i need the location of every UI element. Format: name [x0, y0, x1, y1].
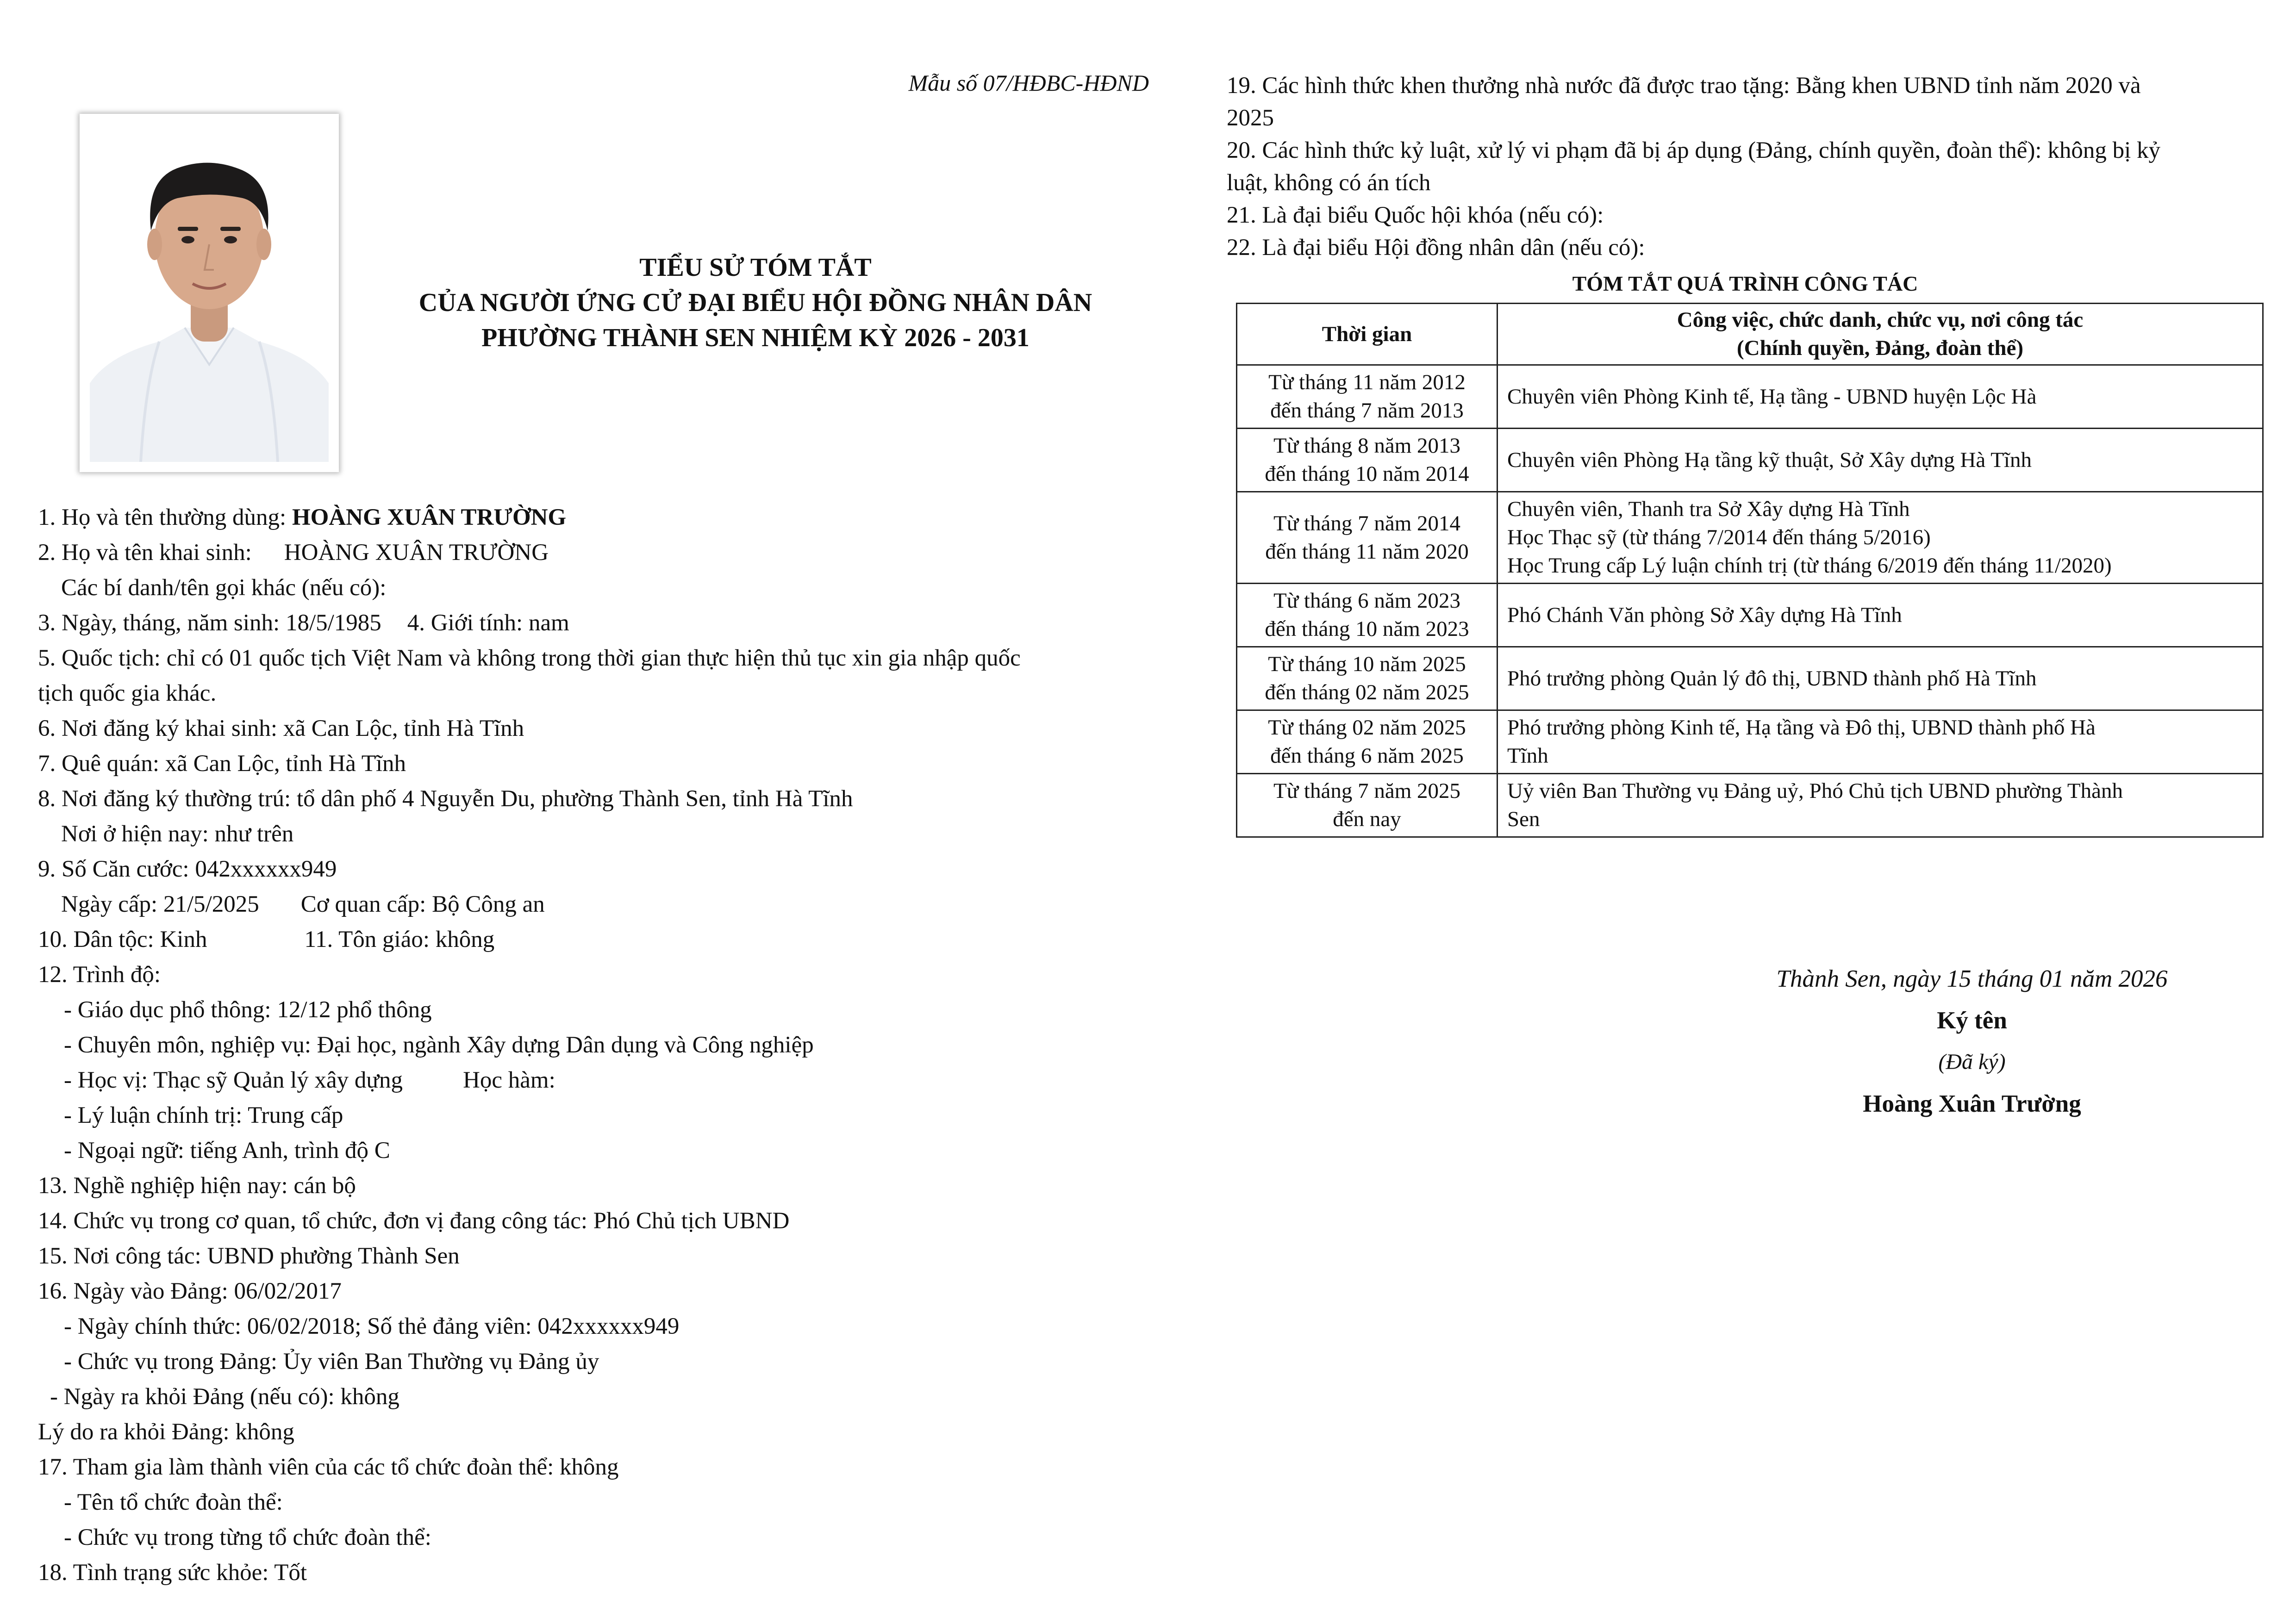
time-cell: Từ tháng 7 năm 2014 đến tháng 11 năm 2020 [1237, 492, 1497, 584]
time-cell: Từ tháng 02 năm 2025 đến tháng 6 năm 2025 [1237, 710, 1497, 774]
info-line-1: 1. Họ và tên thường dùng: HOÀNG XUÂN TRƯỜNG [38, 504, 567, 530]
info-line-20b: luật, không có án tích [1227, 170, 1431, 196]
job-cell: Chuyên viên, Thanh tra Sở Xây dựng Hà Tĩnh Học Thạc sỹ (từ tháng 7/2014 đến tháng 5/2016) Học Trung cấp Lý luận chính trị (từ tháng 6/2019 đến tháng 11/2020) [1497, 492, 2263, 584]
table-row [1237, 429, 2263, 492]
info-line-13: 13. Nghề nghiệp hiện nay: cán bộ [38, 1173, 356, 1199]
info-line-5a: 5. Quốc tịch: chỉ có 01 quốc tịch Việt Nam và không trong thời gian thực hiện thủ tục xin gia nhập quốc [38, 645, 1021, 671]
info-line-16c: - Ngày ra khỏi Đảng (nếu có): không [50, 1384, 399, 1410]
info-line-16d: Lý do ra khỏi Đảng: không [38, 1419, 294, 1445]
info-line-17: 17. Tham gia làm thành viên của các tổ chức đoàn thể: không [38, 1454, 619, 1480]
info-line-6: 6. Nơi đăng ký khai sinh: xã Can Lộc, tỉnh Hà Tĩnh [38, 716, 524, 741]
info-line-17a: - Tên tổ chức đoàn thể: [64, 1489, 283, 1515]
info-line-8b: Nơi ở hiện nay: như trên [61, 821, 294, 847]
info-line-19b: 2025 [1227, 105, 1274, 131]
table-row [1237, 584, 2263, 647]
info-line-9b: Ngày cấp: 21/5/2025 Cơ quan cấp: Bộ Công an [61, 891, 545, 917]
right-info-list [1227, 69, 2264, 264]
info-line-2: 2. Họ và tên khai sinh: HOÀNG XUÂN TRƯỜNG [38, 540, 549, 566]
job-cell: Chuyên viên Phòng Hạ tầng kỹ thuật, Sở Xây dựng Hà Tĩnh [1497, 429, 2263, 492]
signer-name: Hoàng Xuân Trường [1863, 1090, 2081, 1117]
info-line-22: 22. Là đại biểu Hội đồng nhân dân (nếu có): [1227, 235, 1645, 261]
signature-date: Thành Sen, ngày 15 tháng 01 năm 2026 [1776, 965, 2168, 992]
career-table-header [1237, 304, 2263, 365]
right-column [1227, 69, 2264, 1117]
info-line-19a: 19. Các hình thức khen thưởng nhà nước đã được trao tặng: Bằng khen UBND tỉnh năm 2020 và [1227, 73, 2141, 99]
portrait-picture [90, 124, 329, 462]
info-line-14: 14. Chức vụ trong cơ quan, tổ chức, đơn vị đang công tác: Phó Chủ tịch UBND [38, 1208, 790, 1234]
time-cell: Từ tháng 10 năm 2025 đến tháng 02 năm 2025 [1237, 647, 1497, 710]
table-row [1237, 647, 2263, 710]
portrait-photo [80, 114, 339, 472]
info-line-15: 15. Nơi công tác: UBND phường Thành Sen [38, 1243, 460, 1269]
time-cell: Từ tháng 11 năm 2012 đến tháng 7 năm 2013 [1237, 365, 1497, 429]
table-row [1237, 492, 2263, 584]
info-line-12d: - Lý luận chính trị: Trung cấp [64, 1102, 343, 1128]
table-row [1237, 365, 2263, 429]
time-cell: Từ tháng 6 năm 2023 đến tháng 10 năm 2023 [1237, 584, 1497, 647]
info-line-12a: - Giáo dục phổ thông: 12/12 phổ thông [64, 997, 432, 1023]
info-line-aliases: Các bí danh/tên gọi khác (nếu có): [61, 575, 387, 601]
form-code: Mẫu số 07/HĐBC-HĐND [908, 70, 1149, 96]
info-line-12c: - Học vị: Thạc sỹ Quản lý xây dựng Học hàm: [64, 1067, 555, 1093]
header-time: Thời gian [1237, 304, 1497, 365]
info-line-16b: - Chức vụ trong Đảng: Ủy viên Ban Thường vụ Đảng ủy [64, 1349, 599, 1375]
signature-note: (Đã ký) [1938, 1050, 2006, 1074]
info-line-9: 9. Số Căn cước: 042xxxxxx949 [38, 856, 337, 882]
info-line-12b: - Chuyên môn, nghiệp vụ: Đại học, ngành Xây dựng Dân dụng và Công nghiệp [64, 1032, 814, 1058]
time-cell: Từ tháng 8 năm 2013 đến tháng 10 năm 2014 [1237, 429, 1497, 492]
career-table-body [1237, 365, 2263, 837]
title-line-1: TIỂU SỬ TÓM TẮT [639, 253, 872, 282]
job-cell: Uỷ viên Ban Thường vụ Đảng uỷ, Phó Chủ tịch UBND phường Thành Sen [1497, 774, 2263, 837]
info-line-5b: tịch quốc gia khác. [38, 680, 217, 706]
table-row [1237, 774, 2263, 837]
job-cell: Phó Chánh Văn phòng Sở Xây dựng Hà Tĩnh [1497, 584, 2263, 647]
title-line-2: CỦA NGƯỜI ỨNG CỬ ĐẠI BIỂU HỘI ĐỒNG NHÂN DÂN [418, 288, 1092, 317]
birth-name: HOÀNG XUÂN TRƯỜNG [284, 540, 549, 566]
job-cell: Phó trưởng phòng Quản lý đô thị, UBND thành phố Hà Tĩnh [1497, 647, 2263, 710]
info-line-18: 18. Tình trạng sức khỏe: Tốt [38, 1560, 307, 1586]
job-cell: Phó trưởng phòng Kinh tế, Hạ tầng và Đô thị, UBND thành phố Hà Tĩnh [1497, 710, 2263, 774]
signature-block [1690, 958, 2254, 1125]
info-line-8: 8. Nơi đăng ký thường trú: tổ dân phố 4 Nguyễn Du, phường Thành Sen, tỉnh Hà Tĩnh [38, 786, 853, 812]
career-table [1236, 303, 2264, 838]
table-row [1237, 710, 2263, 774]
info-line-10-11: 10. Dân tộc: Kinh 11. Tôn giáo: không [38, 927, 495, 952]
info-line-17b: - Chức vụ trong từng tổ chức đoàn thể: [64, 1524, 431, 1550]
info-line-16a: - Ngày chính thức: 06/02/2018; Số thẻ đảng viên: 042xxxxxx949 [64, 1313, 680, 1339]
common-name: HOÀNG XUÂN TRƯỜNG [292, 504, 567, 530]
header-job: Công việc, chức danh, chức vụ, nơi công tác (Chính quyền, Đảng, đoàn thể) [1497, 304, 2263, 365]
info-line-12: 12. Trình độ: [38, 962, 161, 988]
personal-info-list [38, 500, 1149, 1590]
info-line-16: 16. Ngày vào Đảng: 06/02/2017 [38, 1278, 342, 1304]
info-line-21: 21. Là đại biểu Quốc hội khóa (nếu có): [1227, 202, 1604, 228]
career-table-title: TÓM TẮT QUÁ TRÌNH CÔNG TÁC [1572, 272, 1918, 295]
job-cell: Chuyên viên Phòng Kinh tế, Hạ tầng - UBND huyện Lộc Hà [1497, 365, 2263, 429]
info-line-20a: 20. Các hình thức kỷ luật, xử lý vi phạm đã bị áp dụng (Đảng, chính quyền, đoàn thể): không bị kỷ [1227, 137, 2161, 163]
info-line-12e: - Ngoại ngữ: tiếng Anh, trình độ C [64, 1138, 390, 1164]
time-cell: Từ tháng 7 năm 2025 đến nay [1237, 774, 1497, 837]
info-line-7: 7. Quê quán: xã Can Lộc, tỉnh Hà Tĩnh [38, 751, 406, 777]
info-line-3-4: 3. Ngày, tháng, năm sinh: 18/5/1985 4. Giới tính: nam [38, 610, 569, 636]
title-line-3: PHƯỜNG THÀNH SEN NHIỆM KỲ 2026 - 2031 [481, 324, 1029, 352]
signature-label: Ký tên [1937, 1007, 2007, 1034]
document-title [339, 250, 1172, 355]
